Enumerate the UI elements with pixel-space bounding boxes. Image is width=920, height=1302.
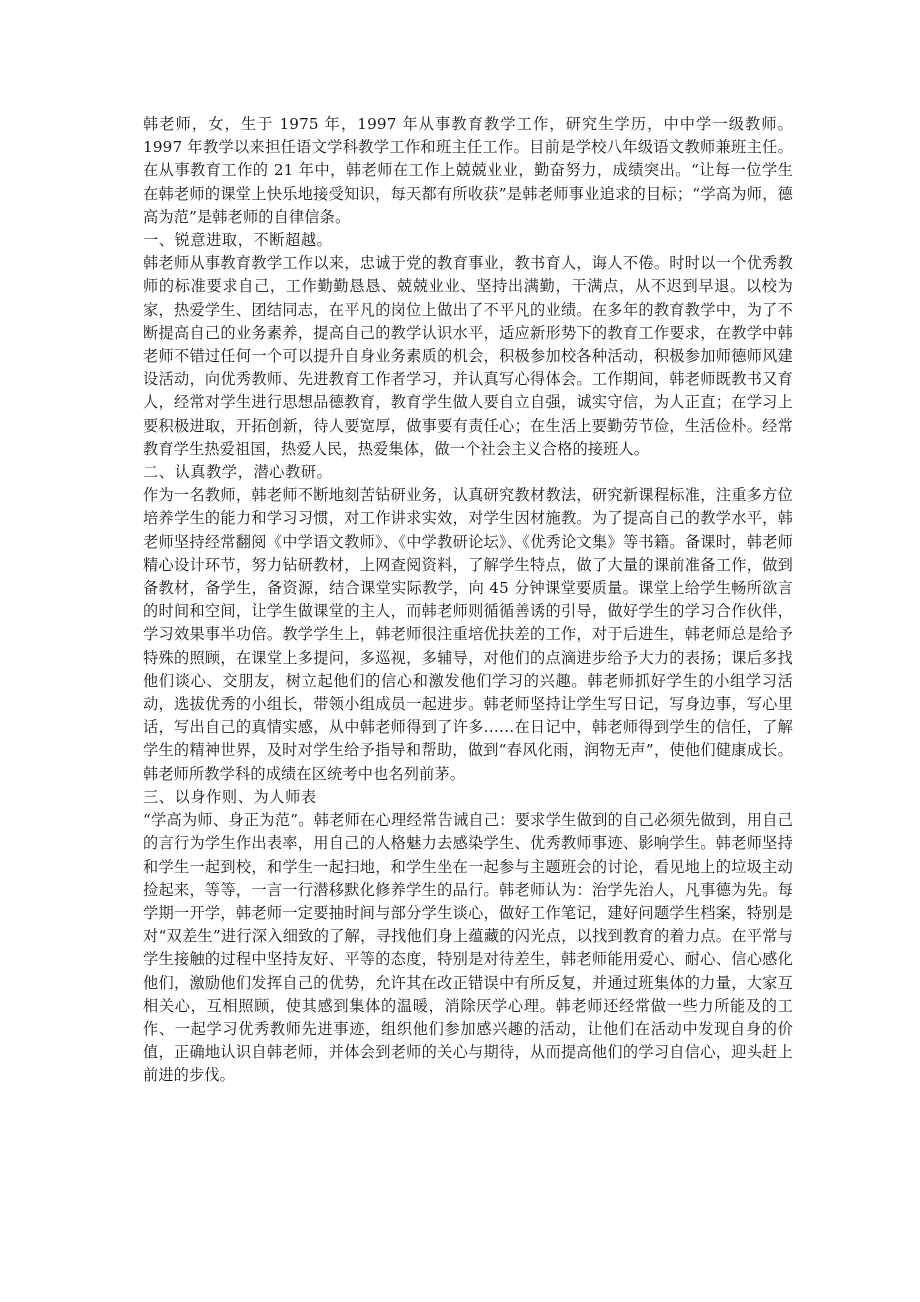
section-3-heading: 三、以身作则、为人师表 xyxy=(143,787,317,806)
document-body xyxy=(143,113,793,1088)
section-3-paragraph: “学高为师、身正为范”。韩老师在心理经常告诫自己：要求学生做到的自己必须先做到，用自己的言行为学生作出表率，用自己的人格魅力去感染学生、优秀教师事迹、影响学生。韩老师坚持和学生一起到校，和学生一起扫地，和学生坐在一起参与主题班会的讨论，看见地上的垃圾主动捡起来，等等，一言一行潜移默化修养学生的品行。韩老师认为：治学先治人，凡事德为先。每学期一开学，韩老师一定要抽时间与部分学生谈心，做好工作笔记，建好问题学生档案，特别是对“双差生”进行深入细致的了解，寻找他们身上蕴藏的闪光点，以找到教育的着力点。在平常与学生接触的过程中坚持友好、平等的态度，特别是对待差生，韩老师能用爱心、耐心、信心感化他们，激励他们发挥自己的优势，允许其在改正错误中有所反复，并通过班集体的力量，大家互相关心，互相照顾，使其感到集体的温暖，消除厌学心理。韩老师还经常做一些力所能及的工作、一起学习优秀教师先进事迹，组织他们参加感兴趣的活动，让他们在活动中发现自身的价值，正确地认识自韩老师，并体会到老师的关心与期待，从而提高他们的学习自信心，迎头赶上前进的步伐。 xyxy=(143,811,793,1085)
intro-paragraph: 韩老师，女，生于 1975 年，1997 年从事教育教学工作，研究生学历，中中学一级教师。1997 年教学以来担任语文学科教学工作和班主任工作。目前是学校八年级语文教师兼班主任。在从事教育工作的 21 年中，韩老师在工作上兢兢业业，勤奋努力，成绩突出。“让每一位学生在韩老师的课堂上快乐地接受知识，每天都有所收获”是韩老师事业追求的目标；“学高为师，德高为范”是韩老师的自律信条。 xyxy=(143,115,793,226)
section-1-heading: 一、锐意进取，不断超越。 xyxy=(143,231,333,250)
section-1-paragraph: 韩老师从事教育教学工作以来，忠诚于党的教育事业，教书育人，诲人不倦。时时以一个优秀教师的标准要求自己，工作勤勤恳恳、兢兢业业、坚持出满勤，干满点，从不迟到早退。以校为家，热爱学生、团结同志，在平凡的岗位上做出了不平凡的业绩。在多年的教育教学中，为了不断提高自己的业务素养，提高自己的教学认识水平，适应新形势下的教育工作要求，在教学中韩老师不错过任何一个可以提升自身业务素质的机会，积极参加校各种活动，积极参加师德师风建设活动，向优秀教师、先进教育工作者学习，并认真写心得体会。工作期间，韩老师既教书又育人，经常对学生进行思想品德教育，教育学生做人要自立自强，诚实守信，为人正直；在学习上要积极进取，开拓创新，待人要宽厚，做事要有责任心；在生活上要勤劳节俭，生活俭朴。经常教育学生热爱祖国，热爱人民，热爱集体，做一个社会主义合格的接班人。 xyxy=(143,254,793,458)
section-2-heading: 二、认真教学，潜心教研。 xyxy=(143,463,333,482)
section-2-paragraph: 作为一名教师，韩老师不断地刻苦钻研业务，认真研究教材教法，研究新课程标准，注重多方位培养学生的能力和学习习惯，对工作讲求实效，对学生因材施教。为了提高自己的教学水平，韩老师坚持经常翻阅《中学语文教师》、《中学教研论坛》、《优秀论文集》等书籍。备课时，韩老师精心设计环节，努力钻研教材，上网查阅资料，了解学生特点，做了大量的课前准备工作，做到备教材，备学生，备资源，结合课堂实际教学，向 45 分钟课堂要质量。课堂上给学生畅所欲言的时间和空间，让学生做课堂的主人，而韩老师则循循善诱的引导，做好学生的学习合作伙伴，学习效果事半功倍。教学学生上，韩老师很注重培优扶差的工作，对于后进生，韩老师总是给予特殊的照顾，在课堂上多提问，多巡视，多辅导，对他们的点滴进步给予大力的表扬；课后多找他们谈心、交朋友，树立起他们的信心和激发他们学习的兴趣。韩老师抓好学生的小组学习活动，选拔优秀的小组长，带领小组成员一起进步。韩老师坚持让学生写日记，写身边事，写心里话，写出自己的真情实感，从中韩老师得到了许多……在日记中，韩老师得到学生的信任，了解学生的精神世界，及时对学生给予指导和帮助，做到“春风化雨，润物无声”，使他们健康成长。韩老师所教学科的成绩在区统考中也名列前茅。 xyxy=(143,486,793,783)
